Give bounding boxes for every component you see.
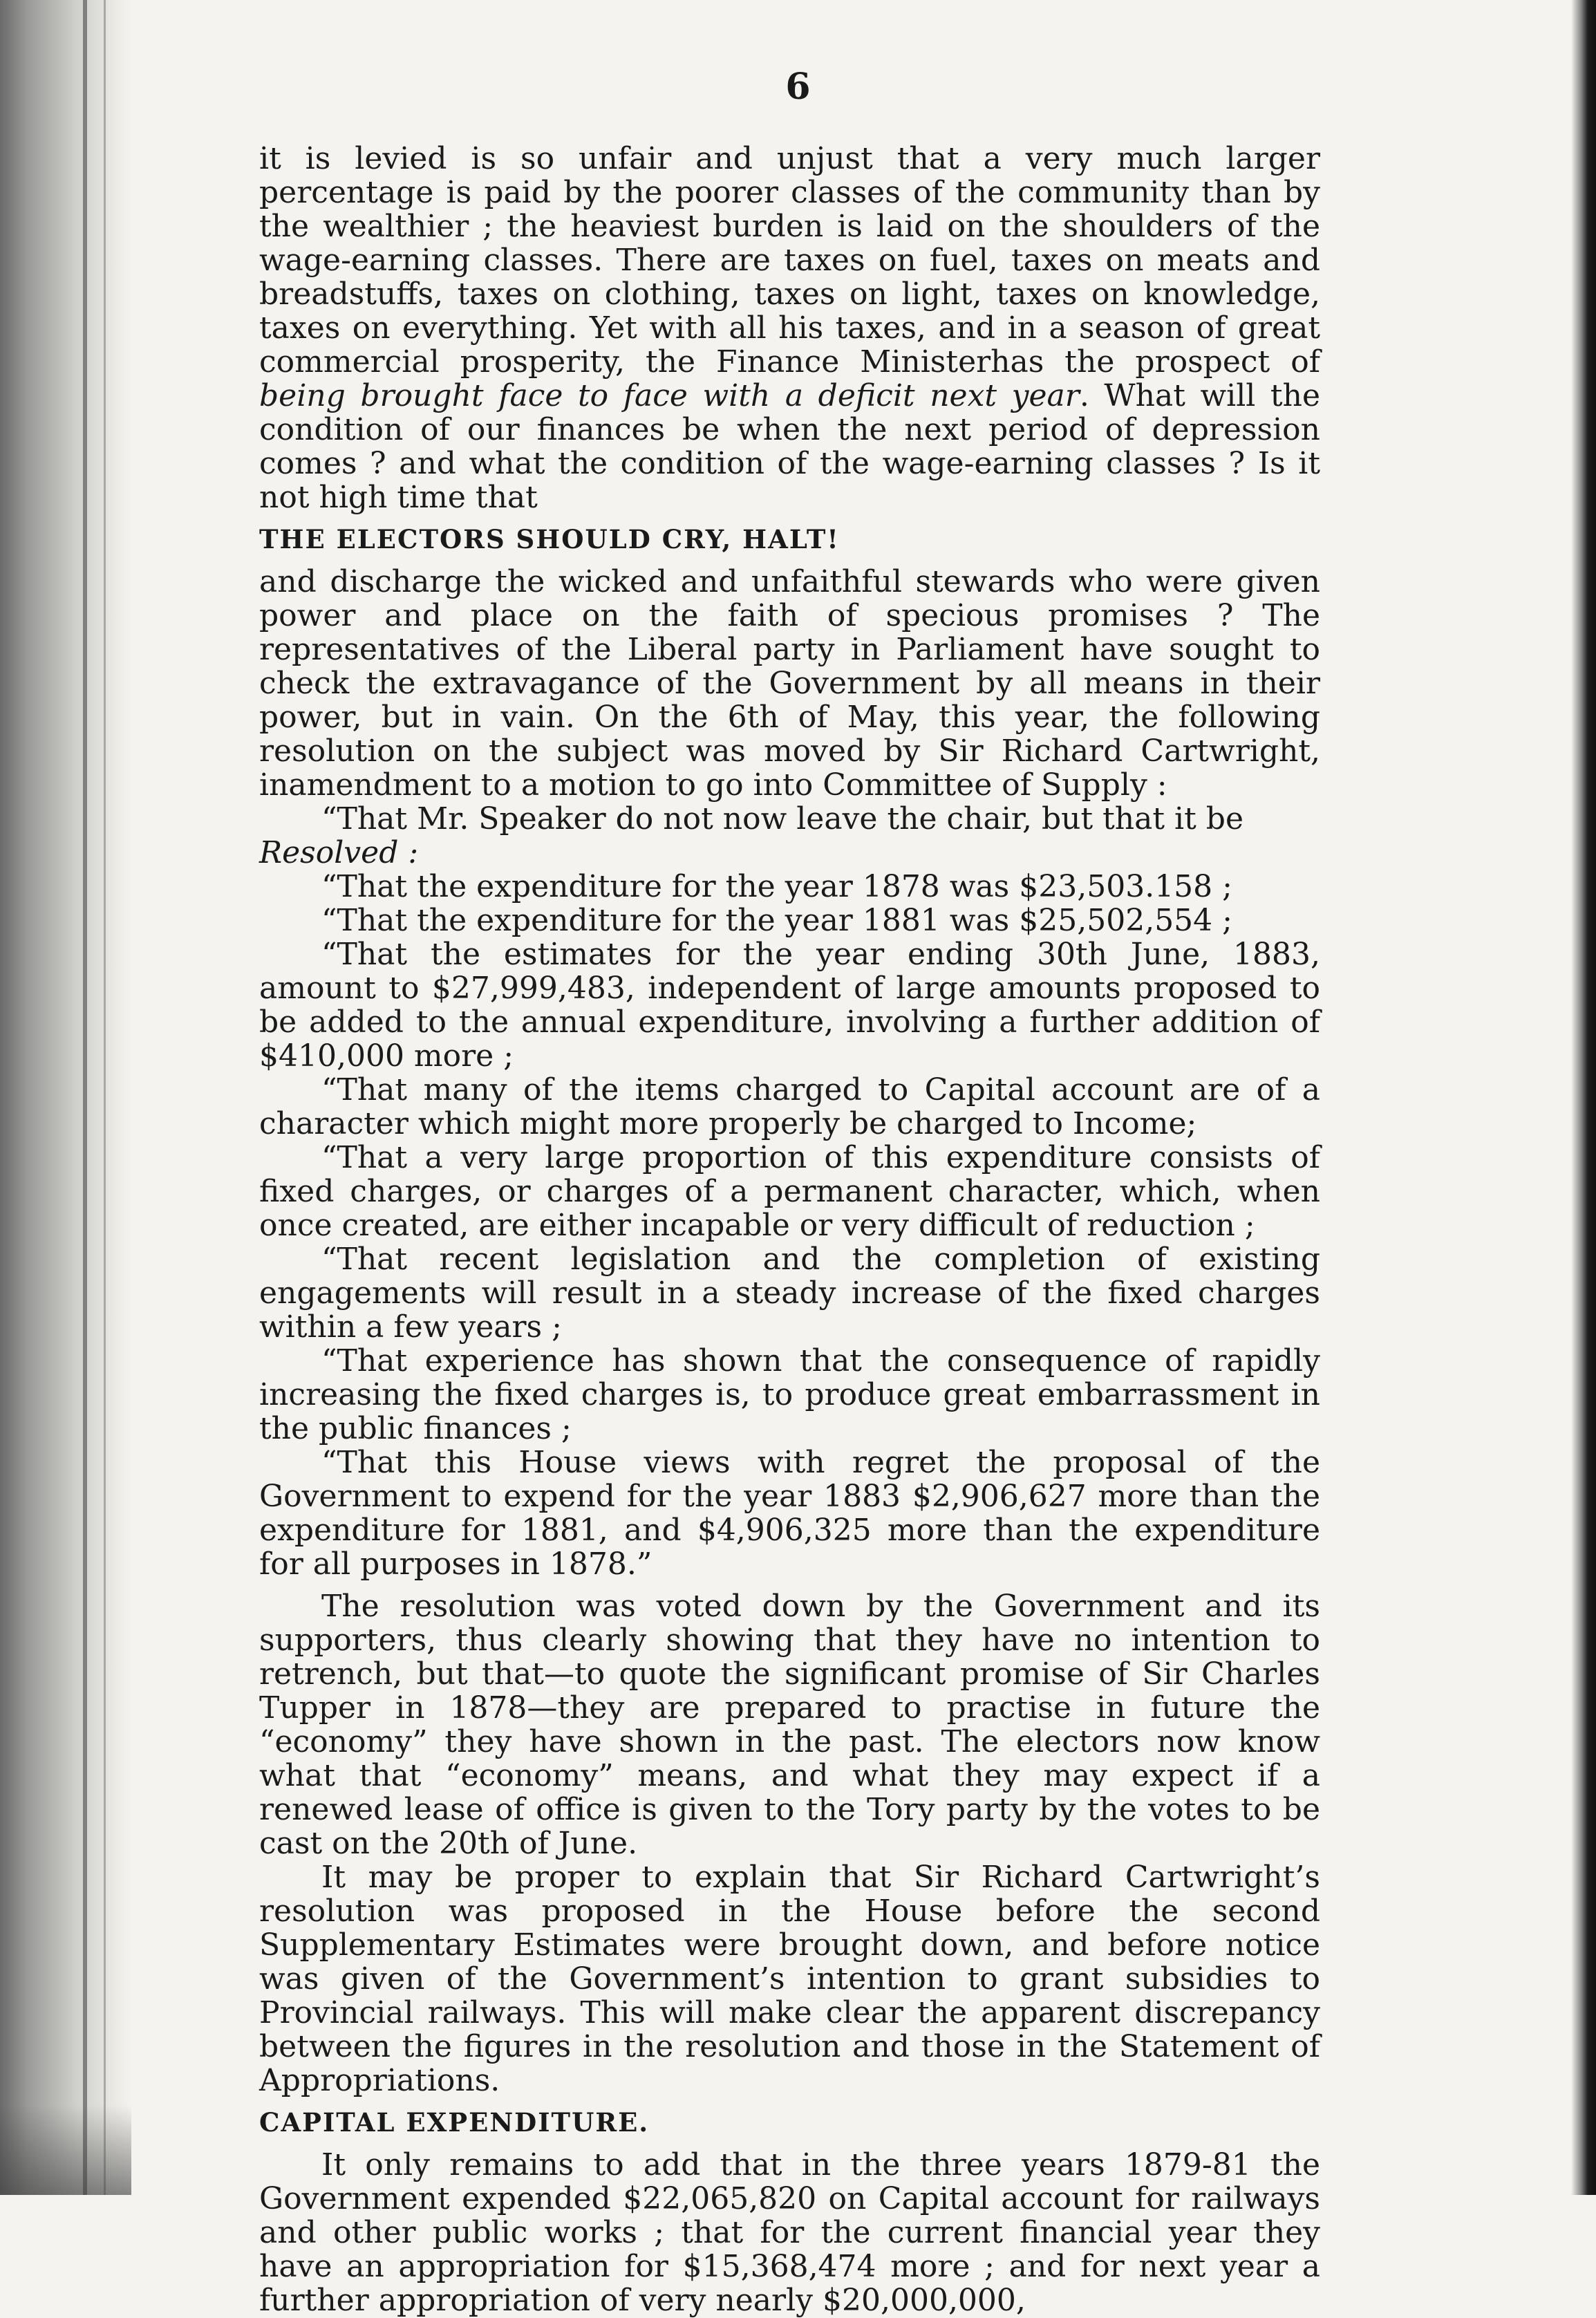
binding-edge-line-inner — [104, 0, 106, 2195]
resolution-line-speaker: “That Mr. Speaker do not now leave the chair, but that it be — [321, 801, 1243, 836]
resolution-estimates-1883: “That the estimates for the year ending 30th June, 1883, amount to $27,999,483, independent of large amounts proposed to be added to the annual expenditure, involving a further addition of $410,000 more ; — [259, 937, 1320, 1074]
resolution-regret: “That this House views with regret the proposal of the Government to expend for the year 1883 $2,906,627 more than the expenditure for 1881, and $4,906,325 more than the expenditure for all purposes in 1878.” — [259, 1445, 1320, 1582]
page-number: 6 — [785, 66, 811, 108]
heading-electors-cry-halt: THE ELECTORS SHOULD CRY, HALT! — [259, 524, 840, 554]
page-body — [259, 142, 1320, 2317]
paragraph-taxes-text: it is levied is so unfair and unjust that a very much larger percentage is paid by the poorer classes of the community than by the wealthier ; the heaviest burden is laid on the shoulders of the wage-earning classes. There are taxes on fuel, taxes on meats and breadstuffs, taxes on clothing, taxes on light, taxes on knowledge, taxes on everything. Yet with all his taxes, and in a season of great commercial prosperity, the Finance Ministerhas the prospect of — [259, 141, 1320, 380]
resolution-recent-legislation: “That recent legislation and the completion of existing engagements will result in a steady increase of the fixed charges within a few years ; — [259, 1242, 1320, 1345]
paragraph-capital: It only remains to add that in the three years 1879-81 the Government expended $22,065,820 on Capital account for railways and other public works ; that for the current financial year they have an appropriation for $15,368,474 more ; and for next year a further appropriation of very nearly $20,000,000, — [259, 2147, 1320, 2318]
binding-edge-line — [83, 0, 87, 2195]
resolution-line-1881: “That the expenditure for the year 1881 was $25,502,554 ; — [321, 903, 1232, 938]
resolution-capital-account: “That many of the items charged to Capital account are of a character which might more properly be charged to Income; — [259, 1072, 1320, 1141]
resolution-resolved — [259, 836, 1320, 870]
page-right-edge — [1571, 0, 1596, 2195]
paragraph-stewards: and discharge the wicked and unfaithful stewards who were given power and place on the faith of specious promises ? The representatives of the Liberal party in Parliament have sought to check the extravagance of the Government by all means in their power, but in vain. On the 6th of May, this year, the following resolution on the subject was moved by Sir Richard Cartwright, inamendment to a motion to go into Committee of Supply : — [259, 564, 1320, 803]
paragraph-taxes-end: . What will the condition of our finances be when the next period of depression comes ? and what the condition of the wage-earning classes ? Is it not high time that — [259, 378, 1320, 515]
page-bottom-corner-shadow — [0, 2105, 131, 2195]
paragraph-taxes-italic: being brought face to face with a deficit next year — [259, 378, 1080, 413]
heading-capital-expenditure: CAPITAL EXPENDITURE. — [259, 2107, 650, 2138]
resolution-fixed-charges: “That a very large proportion of this expenditure consists of fixed charges, or charges of a permanent character, which, when once created, are either incapable or very difficult of reduction ; — [259, 1140, 1320, 1243]
paragraph-taxes — [259, 142, 1320, 514]
resolution-line-1878: “That the expenditure for the year 1878 was $23,503.158 ; — [321, 869, 1232, 904]
page-binding-shadow — [0, 0, 131, 2195]
resolution-experience: “That experience has shown that the consequence of rapidly increasing the fixed charges is, to produce great embarrassment in the public finances ; — [259, 1343, 1320, 1446]
paragraph-explanation: It may be proper to explain that Sir Richard Cartwright’s resolution was proposed in the House before the second Supplementary Estimates were brought down, and before notice was given of the Government’s intention to grant subsidies to Provincial railways. This will make clear the apparent discrepancy between the figures in the resolution and those in the Statement of Appropriations. — [259, 1860, 1320, 2098]
paragraph-voted-down: The resolution was voted down by the Government and its supporters, thus clearly showing that they have no intention to retrench, but that—to quote the significant promise of Sir Charles Tupper in 1878—they are prepared to practise in future the “economy” they have shown in the past. The electors now know what that “economy” means, and what they may expect if a renewed lease of office is given to the Tory party by the votes to be cast on the 20th of June. — [259, 1589, 1320, 1861]
resolved-italic: Resolved : — [259, 835, 419, 870]
